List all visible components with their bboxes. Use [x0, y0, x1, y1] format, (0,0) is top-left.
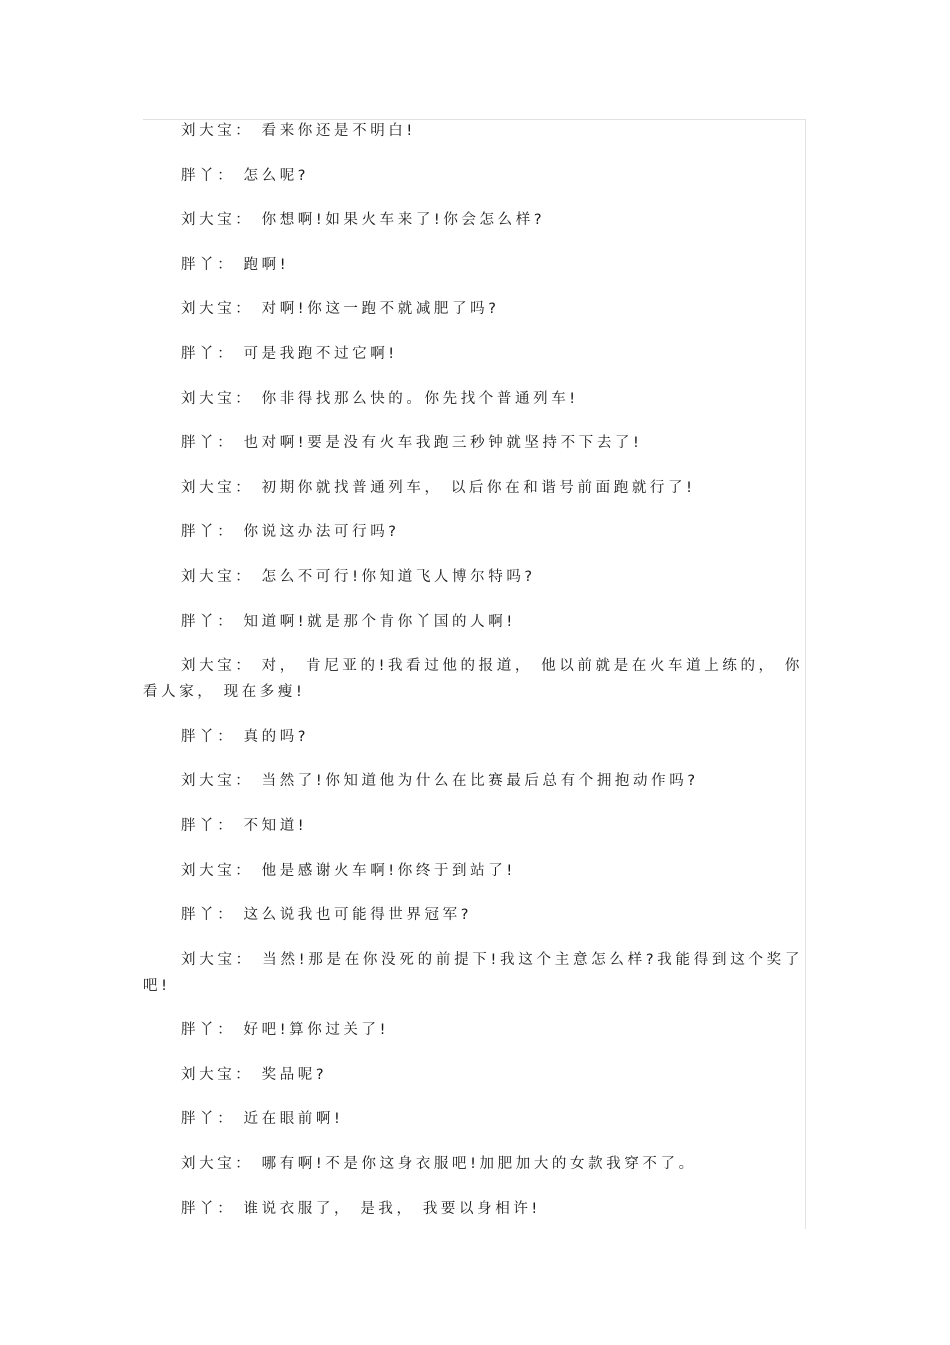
dialogue-line: 刘大宝： 他是感谢火车啊!你终于到站了! — [181, 862, 516, 879]
dialogue-line: 胖丫： 怎么呢? — [181, 167, 310, 184]
dialogue-line: 刘大宝： 奖品呢? — [181, 1066, 328, 1083]
dialogue-line: 刘大宝： 当然!那是在你没死的前提下!我这个主意怎么样?我能得到这个奖了吧! — [143, 951, 803, 994]
dialogue-line: 刘大宝： 你想啊!如果火车来了!你会怎么样? — [181, 212, 546, 229]
dialogue-line: 刘大宝： 哪有啊!不是你这身衣服吧!加肥加大的女款我穿不了。 — [181, 1156, 697, 1173]
dialogue-line: 刘大宝： 怎么不可行!你知道飞人博尔特吗? — [181, 568, 536, 585]
dialogue-line: 刘大宝： 当然了!你知道他为什么在比赛最后总有个拥抱动作吗? — [181, 773, 699, 790]
dialogue-line: 胖丫： 谁说衣服了， 是我， 我要以身相许! — [181, 1200, 541, 1217]
dialogue-line: 胖丫： 也对啊!要是没有火车我跑三秒钟就坚持不下去了! — [181, 435, 643, 452]
dialogue-line: 刘大宝： 你非得找那么快的。你先找个普通列车! — [181, 390, 579, 407]
dialogue-line: 刘大宝： 对啊!你这一跑不就减肥了吗? — [181, 301, 500, 318]
dialogue-line: 胖丫： 知道啊!就是那个肯你丫国的人啊! — [181, 613, 516, 630]
dialogue-line: 刘大宝： 初期你就找普通列车， 以后你在和谐号前面跑就行了! — [181, 479, 696, 496]
dialogue-line: 胖丫： 可是我跑不过它啊! — [181, 345, 398, 362]
dialogue-line: 胖丫： 不知道! — [181, 817, 308, 834]
dialogue-line: 刘大宝： 对， 肯尼亚的!我看过他的报道， 他以前就是在火车道上练的， 你看人家， 现在多瘦! — [143, 658, 803, 701]
dialogue-line: 胖丫： 近在眼前啊! — [181, 1111, 344, 1128]
dialogue-body — [143, 119, 803, 1240]
dialogue-line: 胖丫： 跑啊! — [181, 256, 290, 273]
dialogue-line: 胖丫： 这么说我也可能得世界冠军? — [181, 907, 473, 924]
dialogue-line: 胖丫： 你说这办法可行吗? — [181, 524, 400, 541]
dialogue-line: 胖丫： 好吧!算你过关了! — [181, 1022, 390, 1039]
dialogue-line: 刘大宝： 看来你还是不明白! — [181, 123, 416, 139]
dialogue-line: 胖丫： 真的吗? — [181, 728, 310, 745]
